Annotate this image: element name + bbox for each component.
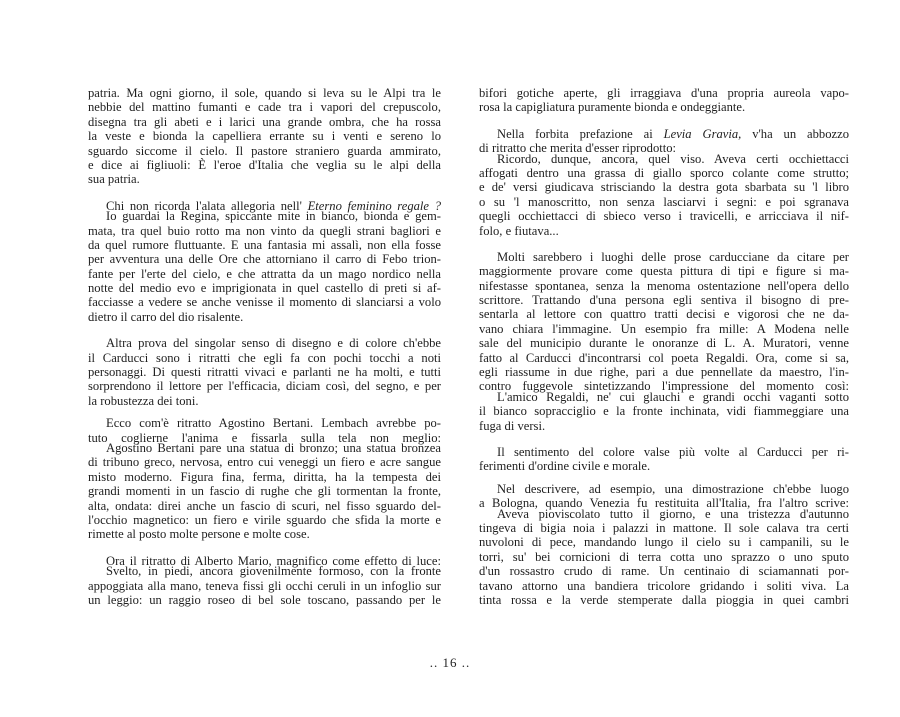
text-line: Io guardai la Regina, spiccante mite in bianco, bionda e gem-	[106, 209, 441, 224]
paragraph	[479, 250, 849, 394]
text-line: d'un rossastro crudo di rame. Un centinaio di sciamannati por-	[479, 564, 849, 579]
text-line: la robustezza dei toni.	[88, 393, 199, 408]
text-line: maggiormente provare come questa pittura di tipi e figure si ma-	[479, 264, 849, 279]
text-line: tinta rossa e la verde stemperate dalla pioggia in quei cambri	[479, 592, 849, 607]
right-column	[479, 86, 849, 607]
text-line: fuga di versi.	[479, 418, 546, 433]
text-line: nifestasse spontanea, senza la menoma ostentazione nell'opera dello	[479, 278, 849, 293]
text-line: torri, su' bei cornicioni di terra cotta uno sprazzo o uno sputo	[479, 549, 849, 564]
text-line: a Bologna, quando Venezia fu restituita all'Italia, fra l'altro scrive:	[479, 496, 849, 511]
text-line: Molti sarebbero i luoghi delle prose carducciane da citare per	[497, 249, 849, 264]
text-line: Agostino Bertani pare una statua di bronzo; una statua bronzea	[106, 440, 441, 455]
text-line: patria. Ma ogni giorno, il sole, quando si leva su le Alpi tra le	[88, 86, 441, 100]
text-line: ferimenti d'ordine civile e morale.	[479, 459, 651, 474]
text-line: il Carducci sono i ritratti che egli fa con pochi tocchi a noti	[88, 350, 441, 365]
text-line: sentarla al lettore con quattro tratti decisi e vigorosi che ne da-	[479, 307, 849, 322]
text-line: Il sentimento del colore valse più volte al Carducci per ri-	[497, 444, 849, 459]
text-line: un leggio: un raggio roseo di bel sole toscano, passando per le	[88, 592, 441, 607]
text-line: nebbie del mattino fumanti e cade tra i vapori del crepuscolo,	[88, 100, 441, 115]
text-line: quegli occhiettacci di sbieco verso i travicelli, e arricciava il nif-	[479, 209, 849, 224]
text-line: la veste e bionda la capelliera errante su i venti e sereno lo	[88, 129, 441, 144]
text-line: tavano attorno una bandiera tricolore gridando i soliti viva. La	[479, 578, 849, 593]
text-line: di tribuno greco, nervosa, entro cui veneggi un fiero e acre sangue	[88, 455, 441, 470]
text-line: sorprendono il lettore per l'efficacia, diciam così, del segno, e per	[88, 379, 441, 394]
quotation-paragraph	[479, 507, 849, 608]
text-line: fante per l'erte del cielo, e che attratta da un mago nordico nella	[88, 266, 441, 281]
paragraph	[88, 86, 441, 187]
text-line: facciasse a vedere se anche venisse il momento di slanciarsi a volo	[88, 295, 441, 310]
left-column	[88, 86, 441, 607]
text-line: o su 'l manoscritto, non senza lasciarvi i segni: e poi sgranava	[479, 194, 849, 209]
paragraph	[479, 86, 849, 115]
text-line: personaggi. Di questi ritratti vivaci e parlanti ne ha molti, e tutti	[88, 365, 441, 380]
text-line: Nel descrivere, ad esempio, una dimostrazione ch'ebbe luogo	[497, 481, 849, 496]
italic-title: Levia Gravia,	[663, 126, 742, 141]
text-line: il bianco sopracciglio e la fronte inchinata, vidi fiammeggiare una	[479, 404, 849, 419]
text-line: l'occhio magnetico: un fiero e virile sguardo che sfida la morte e	[88, 512, 441, 527]
text-line: fatto al Carducci d'incontrarsi col poeta Regaldi. Ora, come si sa,	[479, 350, 849, 365]
text-line: e de' versi giudicava strisciando la destra gota sbarbata su 'l libro	[479, 180, 849, 195]
italic-title: Eterno feminino regale ?	[307, 198, 441, 213]
quotation-paragraph	[479, 390, 849, 433]
page-number: .. 16 ..	[429, 655, 471, 670]
text-segment: v'ha un abbozzo	[741, 126, 849, 141]
text-line: rimette al posto molte persone e molte cose.	[88, 527, 310, 542]
text-line: sua patria.	[88, 172, 140, 187]
text-line: folo, e fiutava...	[479, 223, 559, 238]
text-line: notte del medio evo e imprigionata in quel castello di preti si af-	[88, 281, 441, 296]
text-line: egli riassume in due righe, pari a due pennellate da maestro, l'in-	[479, 365, 849, 380]
text-line: Svelto, in piedi, ancora giovenilmente formoso, con la fronte	[106, 564, 441, 579]
text-line: nuvoloni di pece, mandando lungo il cielo su i campanili, su le	[479, 535, 849, 550]
text-line: contro fuggevole sintetizzando l'impressione del momento così:	[479, 379, 849, 394]
text-line: L'amico Regaldi, ne' cui glauchi e grandi occhi vaganti sotto	[497, 389, 849, 404]
quotation-paragraph	[88, 209, 441, 324]
text-line: Ricordo, dunque, ancora, quel viso. Aveva certi occhiettacci	[497, 151, 849, 166]
quotation-paragraph	[479, 152, 849, 238]
text-segment: Chi non ricorda l'alata allegoria nell'	[106, 198, 308, 213]
text-line: misto moderno. Figura fina, ferma, diritta, ha la tempesta dei	[88, 469, 441, 484]
text-line	[479, 127, 849, 141]
text-line: vano chiara l'immagine. Un esempio fra mille: A Modena nelle	[479, 321, 849, 336]
quotation-paragraph	[88, 441, 441, 542]
quotation-paragraph	[88, 564, 441, 607]
paragraph	[479, 445, 849, 474]
text-line: grandi momenti in un fascio di rughe che gli tormentan la fronte,	[88, 484, 441, 499]
text-line: Ecco com'è ritratto Agostino Bertani. Lembach avrebbe po-	[106, 416, 441, 431]
text-line: tuto coglierne l'anima e fissarla sulla tela non meglio:	[88, 430, 441, 445]
text-line: Altra prova del singolar senso di disegno e di colore ch'ebbe	[106, 336, 441, 351]
text-line: di ritratto che merita d'esser riprodotto:	[479, 141, 677, 156]
text-line: e dice ai figliuoli: È l'eroe d'Italia che veglia su le alpi della	[88, 157, 441, 172]
text-line: alta, ondata: direi anche un fascio di scuri, nel fisso sguardo del-	[88, 498, 441, 513]
text-line: dietro il carro del dio risalente.	[88, 309, 244, 324]
text-line: per avventura una delle Ore che attorniano il carro di Febo trion-	[88, 252, 441, 267]
text-line: mata, tra quel buio rotto ma non vinto da quegli strani bagliori e	[88, 223, 441, 238]
text-line: sguardo siccome il cielo. Il pastore straniero guarda ammirato,	[88, 143, 441, 158]
text-line: affogati dentro una grassa di giallo sporco colante come strutto;	[479, 165, 849, 180]
text-line: Ora il ritratto di Alberto Mario, magnifico come effetto di luce:	[106, 553, 441, 568]
text-line: disegna tra gli abeti e i larici una grande ombra, che ha rossa	[88, 114, 441, 129]
text-segment: Nella forbita prefazione ai	[497, 126, 664, 141]
text-line: da quel rumore fluttuante. E una fantasia mi assalì, non ella fosse	[88, 237, 441, 252]
text-line: sale del municipio durante le onoranze di L. A. Muratori, venne	[479, 336, 849, 351]
text-line: Aveva pioviscolato tutto il giorno, e una tristezza d'autunno	[497, 506, 849, 521]
paragraph	[88, 336, 441, 408]
text-line: bifori gotiche aperte, gli irraggiava d'una propria aureola vapo-	[479, 86, 849, 100]
text-line: rosa la capigliatura puramente bionda e ondeggiante.	[479, 100, 746, 115]
text-line: tingeva di bigia noia i palazzi in mattone. Il sole calava tra certi	[479, 520, 849, 535]
text-line: scrittore. Trattando d'una persona egli sentiva il bisogno di pre-	[479, 293, 849, 308]
text-line: appoggiata alla mano, teneva fissi gli occhi ceruli in un infoglio sur	[88, 578, 441, 593]
